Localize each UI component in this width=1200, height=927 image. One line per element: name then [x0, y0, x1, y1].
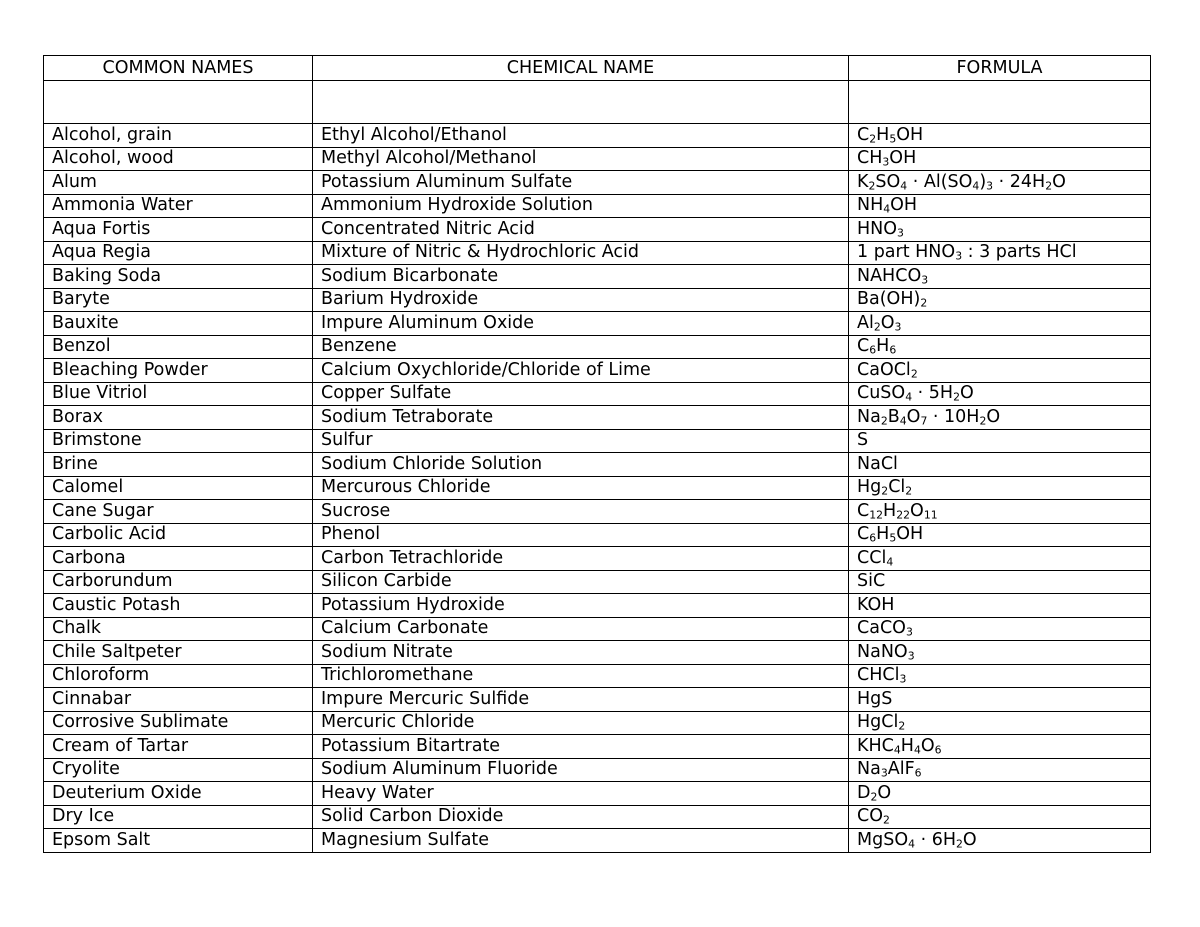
common-name-cell: Baking Soda	[44, 265, 313, 289]
common-name-cell: Brine	[44, 453, 313, 477]
formula-cell: S	[849, 429, 1151, 453]
table-row	[44, 688, 1151, 712]
header-chemical-name: CHEMICAL NAME	[313, 56, 849, 81]
blank-spacer-row	[44, 81, 1151, 124]
table-row	[44, 241, 1151, 265]
common-name-cell: Chloroform	[44, 664, 313, 688]
table-row	[44, 335, 1151, 359]
table-body	[44, 81, 1151, 853]
chemical-name-cell: Silicon Carbide	[313, 570, 849, 594]
table-row	[44, 147, 1151, 171]
table-row	[44, 570, 1151, 594]
header-formula: FORMULA	[849, 56, 1151, 81]
chemical-name-cell: Mixture of Nitric & Hydrochloric Acid	[313, 241, 849, 265]
common-name-cell: Epsom Salt	[44, 829, 313, 853]
chemical-name-cell: Calcium Oxychloride/Chloride of Lime	[313, 359, 849, 383]
common-name-cell: Carborundum	[44, 570, 313, 594]
common-name-cell: Corrosive Sublimate	[44, 711, 313, 735]
common-name-cell: Benzol	[44, 335, 313, 359]
chemical-name-cell: Sodium Bicarbonate	[313, 265, 849, 289]
formula-cell: SiC	[849, 570, 1151, 594]
formula-cell: HgS	[849, 688, 1151, 712]
table-row	[44, 312, 1151, 336]
blank-cell	[849, 81, 1151, 124]
formula-cell: HgCl$_2$	[849, 711, 1151, 735]
formula-cell: $K_2SO_4 \cdot Al(SO_4)_3 \cdot 24H_2O$	[849, 171, 1151, 195]
formula-cell: $CH_3OH$	[849, 147, 1151, 171]
common-name-cell: Alum	[44, 171, 313, 195]
table-row	[44, 735, 1151, 759]
chemical-name-cell: Methyl Alcohol/Methanol	[313, 147, 849, 171]
formula-cell: $Al_2O_3$	[849, 312, 1151, 336]
table-row	[44, 429, 1151, 453]
table-row	[44, 288, 1151, 312]
table-row	[44, 829, 1151, 853]
common-name-cell: Brimstone	[44, 429, 313, 453]
header-row	[44, 56, 1151, 81]
formula-cell: NaCl	[849, 453, 1151, 477]
blank-cell	[44, 81, 313, 124]
common-name-cell: Bleaching Powder	[44, 359, 313, 383]
table-row	[44, 805, 1151, 829]
chemical-name-cell: Mercuric Chloride	[313, 711, 849, 735]
table-row	[44, 218, 1151, 242]
formula-cell: $Hg_2Cl_2$	[849, 476, 1151, 500]
table-row	[44, 547, 1151, 571]
chemical-names-table	[43, 55, 1151, 853]
formula-cell: $C_6H_5OH$	[849, 523, 1151, 547]
common-name-cell: Alcohol, grain	[44, 124, 313, 148]
formula-cell: $C_{12}H_{22}O_{11}$	[849, 500, 1151, 524]
chemical-name-cell: Magnesium Sulfate	[313, 829, 849, 853]
common-name-cell: Chalk	[44, 617, 313, 641]
formula-cell: $C_6H_6$	[849, 335, 1151, 359]
table-row	[44, 758, 1151, 782]
formula-cell: $CO_2$	[849, 805, 1151, 829]
chemical-name-cell: Sodium Chloride Solution	[313, 453, 849, 477]
common-name-cell: Ammonia Water	[44, 194, 313, 218]
chemical-name-cell: Phenol	[313, 523, 849, 547]
formula-cell: $Na_3AlF_6$	[849, 758, 1151, 782]
formula-cell: CHCl$_3$	[849, 664, 1151, 688]
table-row	[44, 500, 1151, 524]
formula-cell: 1 part $HNO_3$ : 3 parts HCl	[849, 241, 1151, 265]
header-common-names: COMMON NAMES	[44, 56, 313, 81]
common-name-cell: Caustic Potash	[44, 594, 313, 618]
formula-cell: CaOCl$_2$	[849, 359, 1151, 383]
formula-cell: $D_2O$	[849, 782, 1151, 806]
table-row	[44, 194, 1151, 218]
table-row	[44, 359, 1151, 383]
chemical-name-cell: Calcium Carbonate	[313, 617, 849, 641]
chemical-name-cell: Impure Mercuric Sulfide	[313, 688, 849, 712]
common-name-cell: Cryolite	[44, 758, 313, 782]
chemical-name-cell: Heavy Water	[313, 782, 849, 806]
table-row	[44, 171, 1151, 195]
chemical-name-cell: Solid Carbon Dioxide	[313, 805, 849, 829]
formula-cell: NaNO$_3$	[849, 641, 1151, 665]
formula-cell: $NAHCO_3$	[849, 265, 1151, 289]
table-row	[44, 711, 1151, 735]
chemical-name-cell: Trichloromethane	[313, 664, 849, 688]
chemical-name-cell: Benzene	[313, 335, 849, 359]
chemical-name-cell: Potassium Aluminum Sulfate	[313, 171, 849, 195]
chemical-name-cell: Concentrated Nitric Acid	[313, 218, 849, 242]
table-row	[44, 523, 1151, 547]
common-name-cell: Bauxite	[44, 312, 313, 336]
chemical-name-cell: Sodium Nitrate	[313, 641, 849, 665]
table-row	[44, 641, 1151, 665]
common-name-cell: Blue Vitriol	[44, 382, 313, 406]
formula-cell: $HNO_3$	[849, 218, 1151, 242]
common-name-cell: Aqua Regia	[44, 241, 313, 265]
chemical-name-cell: Sucrose	[313, 500, 849, 524]
table-row	[44, 782, 1151, 806]
formula-cell: CuSO$_4$ · $5H_2O$	[849, 382, 1151, 406]
formula-cell: $NH_4OH$	[849, 194, 1151, 218]
common-name-cell: Dry Ice	[44, 805, 313, 829]
common-name-cell: Cane Sugar	[44, 500, 313, 524]
chemical-name-cell: Sodium Tetraborate	[313, 406, 849, 430]
blank-cell	[313, 81, 849, 124]
chemical-name-cell: Potassium Hydroxide	[313, 594, 849, 618]
chemical-name-cell: Sodium Aluminum Fluoride	[313, 758, 849, 782]
formula-cell: KOH	[849, 594, 1151, 618]
chemical-name-cell: Potassium Bitartrate	[313, 735, 849, 759]
formula-cell: $C_2H_5OH$	[849, 124, 1151, 148]
common-name-cell: Cream of Tartar	[44, 735, 313, 759]
chemical-name-cell: Ethyl Alcohol/Ethanol	[313, 124, 849, 148]
chemical-name-cell: Mercurous Chloride	[313, 476, 849, 500]
table-row	[44, 453, 1151, 477]
table-row	[44, 594, 1151, 618]
formula-cell: $Ba(OH)_2$	[849, 288, 1151, 312]
chemical-name-cell: Barium Hydroxide	[313, 288, 849, 312]
common-name-cell: Borax	[44, 406, 313, 430]
chemical-name-cell: Sulfur	[313, 429, 849, 453]
common-name-cell: Calomel	[44, 476, 313, 500]
common-name-cell: Alcohol, wood	[44, 147, 313, 171]
table-row	[44, 406, 1151, 430]
common-name-cell: Cinnabar	[44, 688, 313, 712]
chemical-name-cell: Copper Sulfate	[313, 382, 849, 406]
common-name-cell: Deuterium Oxide	[44, 782, 313, 806]
table-row	[44, 382, 1151, 406]
common-name-cell: Baryte	[44, 288, 313, 312]
chemical-name-cell: Ammonium Hydroxide Solution	[313, 194, 849, 218]
chemical-name-cell: Impure Aluminum Oxide	[313, 312, 849, 336]
table-row	[44, 124, 1151, 148]
table-row	[44, 476, 1151, 500]
formula-cell: $Na_2B_4O_7 \cdot 10H_2O$	[849, 406, 1151, 430]
chemical-name-cell: Carbon Tetrachloride	[313, 547, 849, 571]
table-row	[44, 617, 1151, 641]
table-row	[44, 265, 1151, 289]
table-row	[44, 664, 1151, 688]
formula-cell: $KHC_4H_4O_6$	[849, 735, 1151, 759]
common-name-cell: Aqua Fortis	[44, 218, 313, 242]
formula-cell: MgSO$_4$ · $6H_2O$	[849, 829, 1151, 853]
common-name-cell: Carbolic Acid	[44, 523, 313, 547]
common-name-cell: Chile Saltpeter	[44, 641, 313, 665]
common-name-cell: Carbona	[44, 547, 313, 571]
formula-cell: CCl$_4$	[849, 547, 1151, 571]
formula-cell: CaCO$_3$	[849, 617, 1151, 641]
